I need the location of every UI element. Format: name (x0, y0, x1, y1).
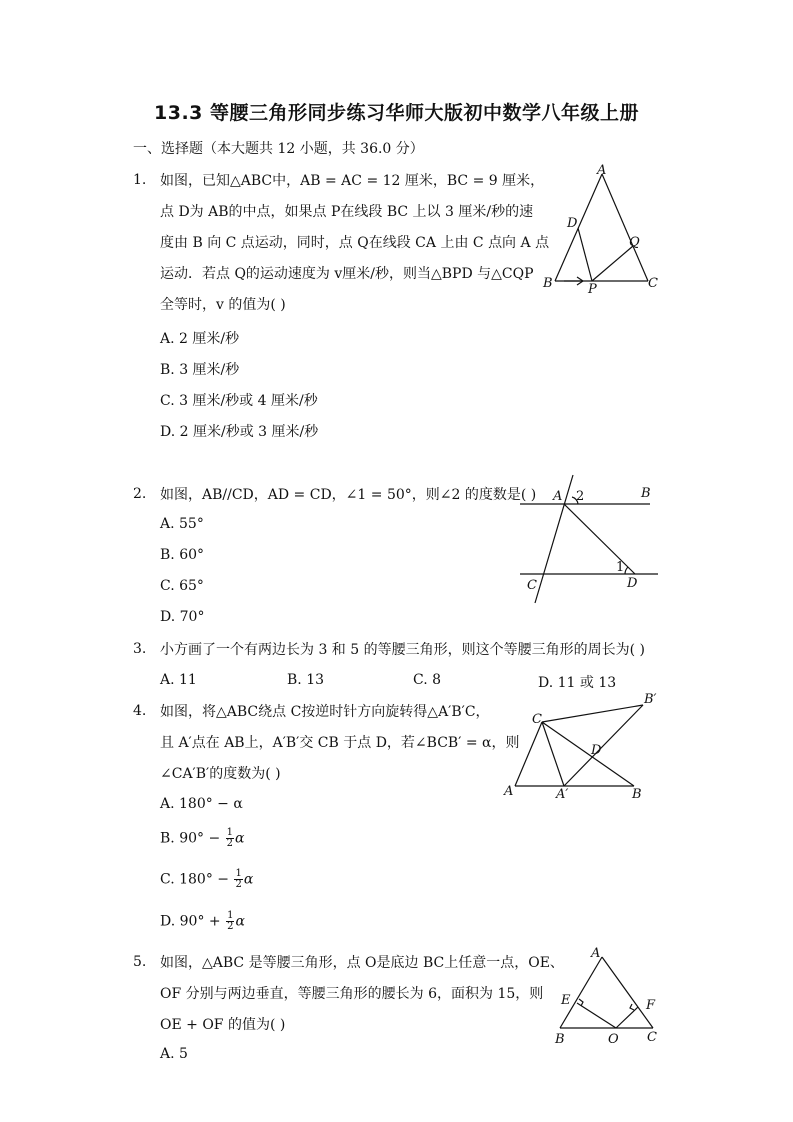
option-c (160, 869, 253, 890)
label-c: C (648, 276, 658, 291)
label-b: B (632, 787, 642, 802)
option-b: B. 60° (160, 547, 205, 563)
question-number: 2. (133, 486, 147, 502)
question-text-line: 如图，AB//CD，AD = CD，∠1 = 50°，则∠2 的度数是( ) (160, 487, 537, 503)
label-p: P (588, 282, 597, 297)
option-d-text: D. 90° + (160, 913, 226, 930)
label-b: B (555, 1032, 565, 1047)
option-a: A. 5 (160, 1046, 188, 1062)
label-b: B (641, 486, 651, 501)
triangle-figure-1 (540, 162, 670, 297)
question-text-line: 如图，已知△ABC中，AB = AC = 12 厘米，BC = 9 厘米， (160, 173, 545, 189)
angle-label-1: 1 (616, 560, 625, 575)
label-q: Q (629, 235, 640, 250)
label-c: C (647, 1030, 657, 1045)
rotation-figure (500, 688, 665, 803)
question-text-line: 如图，△ABC 是等腰三角形，点 O是底边 BC上任意一点，OE、 (160, 955, 564, 971)
option-a: A. 180° − α (160, 796, 243, 812)
option-d (160, 911, 245, 932)
question-text-line: 全等时，v 的值为( ) (160, 297, 286, 313)
question-text-line: 如图，将△ABC绕点 C按逆时针方向旋转得△A′B′C， (160, 704, 490, 720)
section-heading: 一、选择题（本大题共 12 小题，共 36.0 分） (133, 141, 424, 157)
angle-label-2: 2 (576, 489, 585, 504)
fraction-numerator: 1 (235, 868, 242, 879)
fraction-denominator: 2 (227, 921, 234, 932)
question-text-line: 点 D为 AB的中点，如果点 P在线段 BC 上以 3 厘米/秒的速 (160, 204, 534, 220)
fraction (226, 828, 234, 849)
label-a: A (504, 784, 514, 799)
option-b-text: B. 90° − (160, 830, 225, 847)
label-d: D (627, 576, 638, 591)
fraction-denominator: 2 (226, 838, 234, 849)
option-b: B. 13 (287, 672, 325, 688)
option-d: D. 70° (160, 609, 205, 625)
option-b: B. 3 厘米/秒 (160, 362, 240, 378)
question-text-line: OF 分别与两边垂直，等腰三角形的腰长为 6，面积为 15，则 (160, 986, 544, 1002)
label-a: A (597, 163, 607, 178)
question-text-line: OE + OF 的值为( ) (160, 1017, 286, 1033)
label-c: C (527, 578, 537, 593)
label-a: A (591, 946, 601, 961)
option-c: C. 3 厘米/秒或 4 厘米/秒 (160, 393, 318, 409)
page-title: 13.3 等腰三角形同步练习华师大版初中数学八年级上册 (154, 102, 639, 124)
question-number: 4. (133, 703, 147, 719)
label-f: F (646, 998, 656, 1013)
alpha-symbol: α (235, 830, 245, 847)
alpha-symbol: α (243, 871, 254, 888)
question-text-line: 小方画了一个有两边长为 3 和 5 的等腰三角形，则这个等腰三角形的周长为( ) (160, 642, 645, 658)
question-text-line: 运动．若点 Q的运动速度为 v厘米/秒，则当△BPD 与△CQP (160, 266, 534, 282)
label-d: D (567, 216, 578, 231)
alpha-symbol: α (235, 913, 245, 930)
label-o: O (608, 1032, 619, 1047)
fraction (226, 911, 234, 932)
label-a: A (553, 489, 563, 504)
option-d: D. 2 厘米/秒或 3 厘米/秒 (160, 424, 319, 440)
option-c: C. 65° (160, 578, 204, 594)
option-b (160, 828, 244, 849)
fraction (234, 869, 242, 890)
question-number: 5. (133, 954, 147, 970)
fraction-numerator: 1 (226, 827, 234, 838)
label-d: D (591, 743, 602, 758)
option-d: D. 11 或 13 (538, 675, 617, 691)
label-a-prime: A′ (556, 787, 569, 802)
question-text-line: 度由 B 向 C 点运动，同时，点 Q在线段 CA 上由 C 点向 A 点 (160, 235, 550, 251)
fraction-denominator: 2 (235, 879, 242, 890)
option-c: C. 8 (413, 672, 442, 688)
fraction-numerator: 1 (227, 910, 234, 921)
isosceles-figure (550, 945, 665, 1053)
question-number: 1. (133, 172, 147, 188)
option-a: A. 2 厘米/秒 (160, 331, 240, 347)
label-c: C (532, 712, 542, 727)
question-text-line: 且 A′点在 AB上，A′B′交 CB 于点 D，若∠BCB′ = α，则 (160, 735, 520, 751)
label-e: E (561, 993, 571, 1008)
label-b-prime: B′ (644, 692, 657, 707)
option-a: A. 55° (160, 516, 204, 532)
question-number: 3. (133, 641, 147, 657)
parallel-lines-figure (515, 472, 665, 607)
option-a: A. 11 (160, 672, 197, 688)
label-b: B (543, 276, 553, 291)
option-c-text: C. 180° − (160, 871, 234, 888)
question-text-line: ∠CA′B′的度数为( ) (160, 766, 281, 782)
